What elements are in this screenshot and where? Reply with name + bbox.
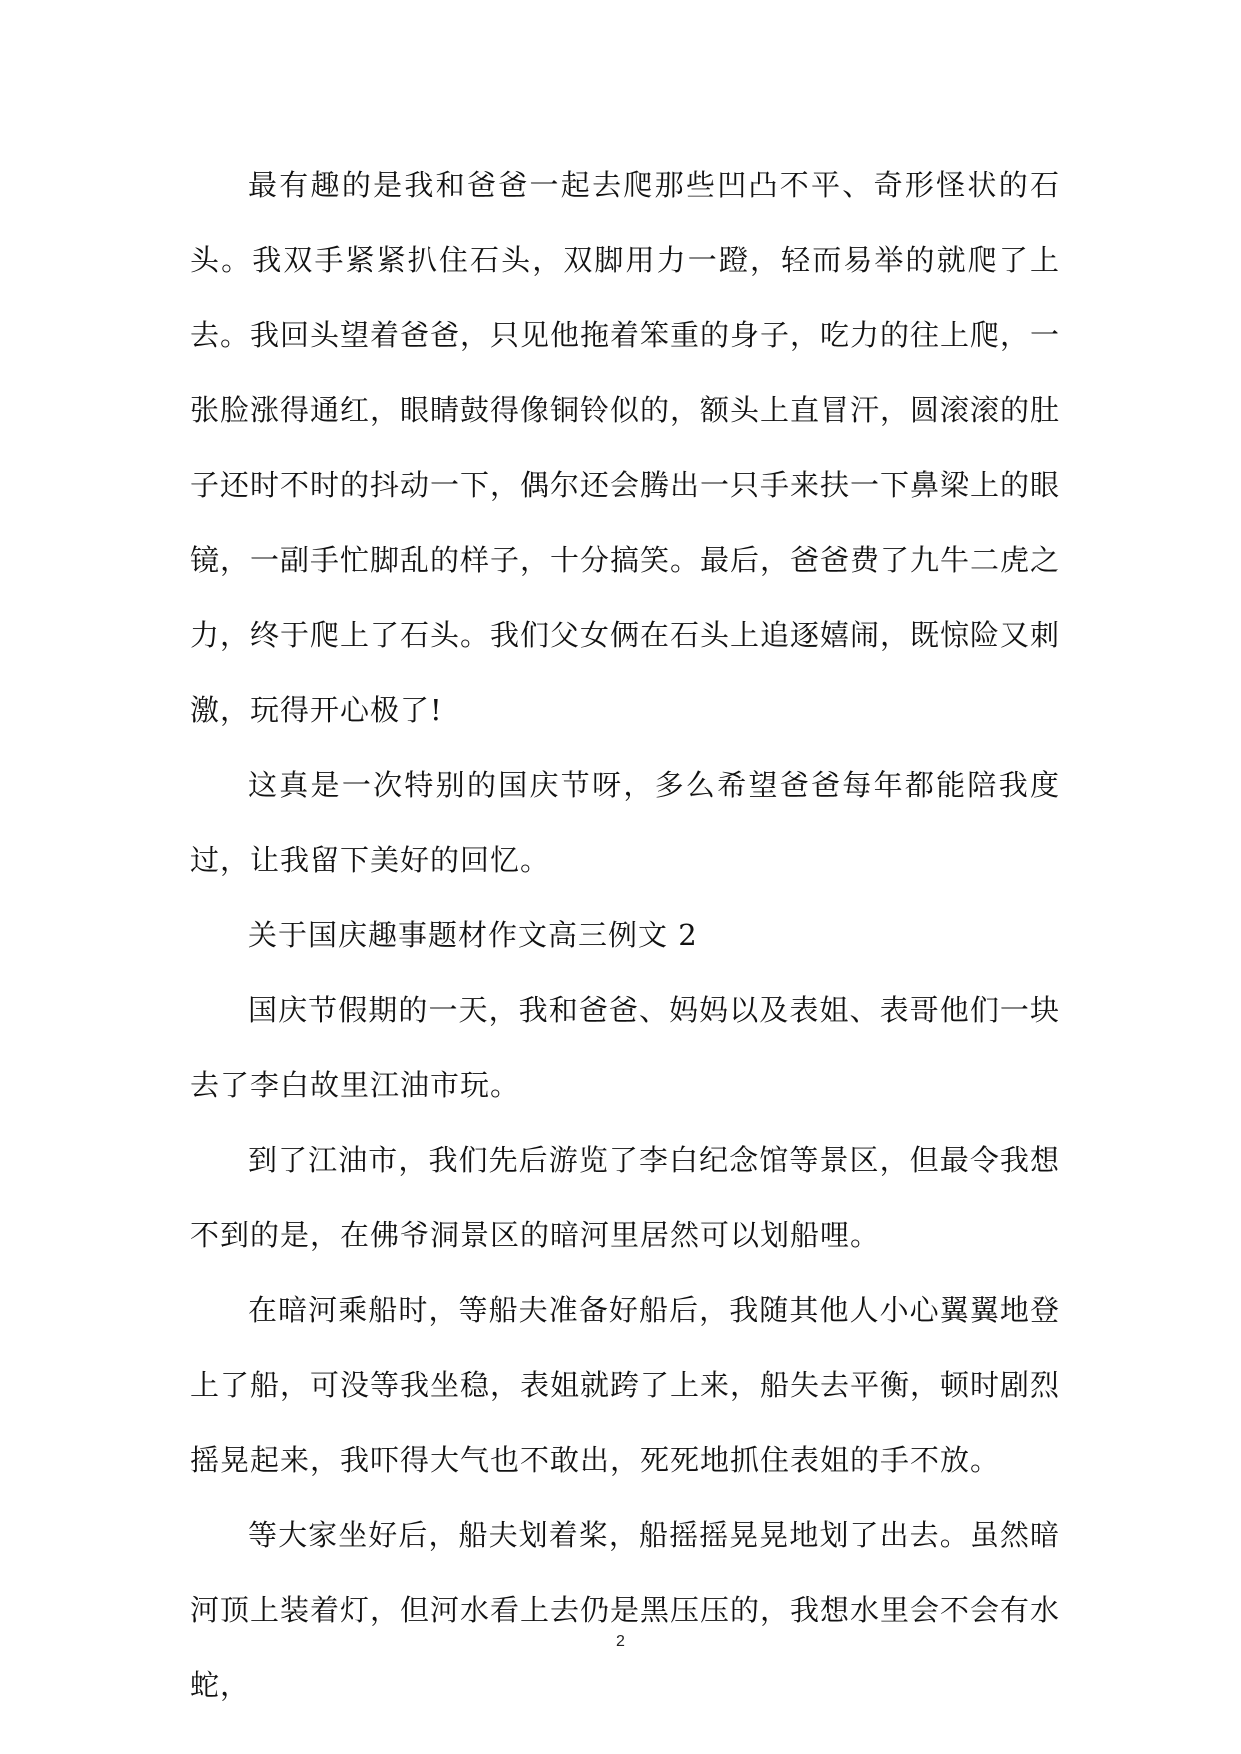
document-body xyxy=(190,148,1060,1723)
paragraph-scenic-area: 到了江油市，我们先后游览了李白纪念馆等景区，但最令我想不到的是，在佛爷洞景区的暗河里居然可以划船哩。 xyxy=(190,1143,1060,1252)
essay-heading: 关于国庆趣事题材作文高三例文 2 xyxy=(248,918,698,952)
page-number: 2 xyxy=(616,1633,625,1650)
paragraph-boarding-boat: 在暗河乘船时，等船夫准备好船后，我随其他人小心翼翼地登上了船，可没等我坐稳，表姐就跨了上来，船失去平衡，顿时剧烈摇晃起来，我吓得大气也不敢出，死死地抓住表姐的手不放。 xyxy=(190,1293,1061,1477)
paragraph-rowing-dark-river: 等大家坐好后，船夫划着桨，船摇摇晃晃地划了出去。虽然暗河顶上装着灯，但河水看上去仍是黑压压的，我想水里会不会有水蛇， xyxy=(190,1518,1061,1702)
paragraph-climbing-rocks: 最有趣的是我和爸爸一起去爬那些凹凸不平、奇形怪状的石头。我双手紧紧扒住石头，双脚用力一蹬，轻而易举的就爬了上去。我回头望着爸爸，只见他拖着笨重的身子，吃力的往上爬，一张脸涨得通红，眼睛鼓得像铜铃似的，额头上直冒汗，圆滚滚的肚子还时不时的抖动一下，偶尔还会腾出一只手来扶一下鼻梁上的眼镜，一副手忙脚乱的样子，十分搞笑。最后，爸爸费了九牛二虎之力，终于爬上了石头。我们父女俩在石头上追逐嬉闹，既惊险又刺激，玩得开心极了! xyxy=(190,168,1061,727)
paragraph-trip-to-jiangyou: 国庆节假期的一天，我和爸爸、妈妈以及表姐、表哥他们一块去了李白故里江油市玩。 xyxy=(190,993,1060,1102)
paragraph-national-day-wish: 这真是一次特别的国庆节呀，多么希望爸爸每年都能陪我度过，让我留下美好的回忆。 xyxy=(190,768,1060,877)
